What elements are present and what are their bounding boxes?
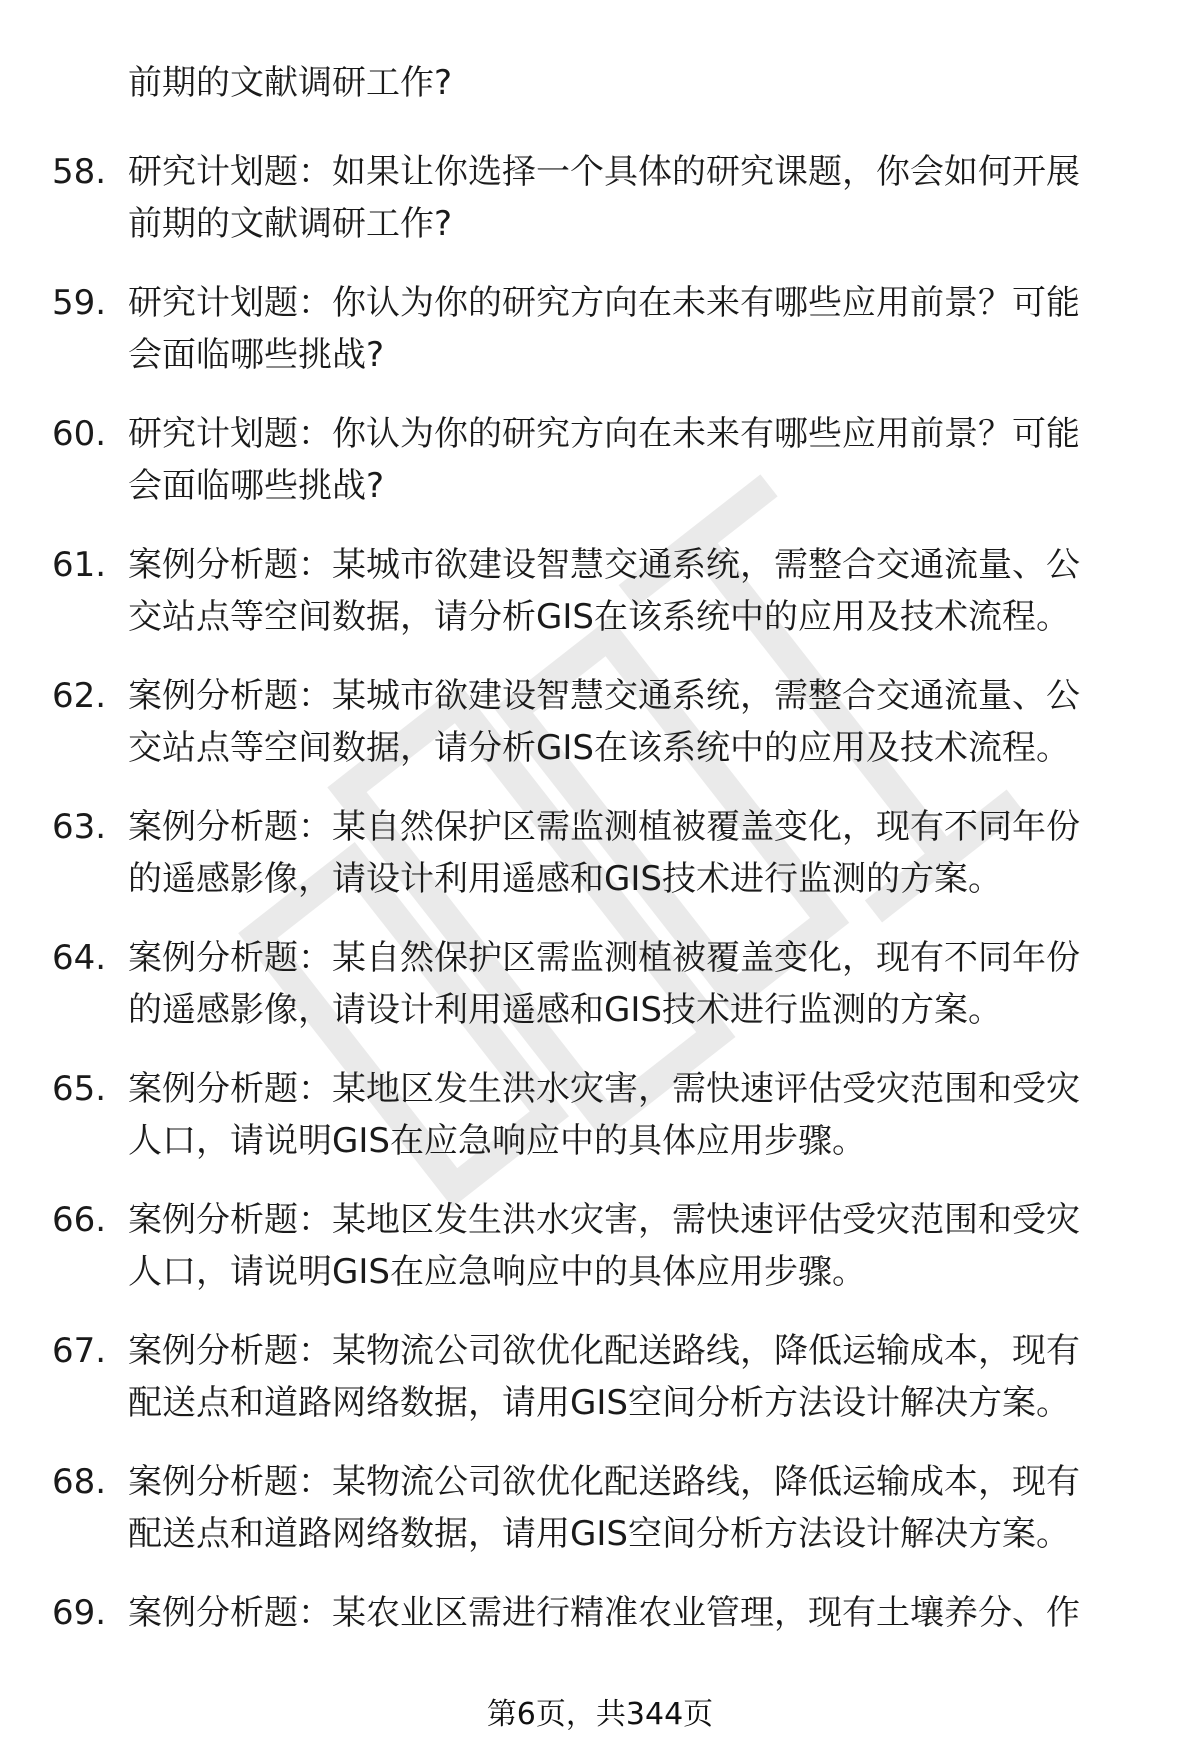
question-text — [128, 1325, 1148, 1429]
question-number: 67. — [52, 1331, 107, 1371]
question-item — [0, 146, 1200, 277]
question-item — [0, 1194, 1200, 1325]
question-number: 66. — [52, 1200, 107, 1240]
question-number: 62. — [52, 676, 107, 716]
question-line: 交站点等空间数据，请分析GIS在该系统中的应用及技术流程。 — [128, 728, 1070, 768]
question-line: 案例分析题：某自然保护区需监测植被覆盖变化，现有不同年份 — [128, 938, 1080, 978]
question-item — [0, 1456, 1200, 1587]
question-item — [0, 1063, 1200, 1194]
question-text — [128, 146, 1148, 250]
question-line: 配送点和道路网络数据，请用GIS空间分析方法设计解决方案。 — [128, 1514, 1070, 1554]
question-text — [128, 670, 1148, 774]
question-line: 的遥感影像，请设计利用遥感和GIS技术进行监测的方案。 — [128, 990, 1002, 1030]
question-line: 研究计划题：你认为你的研究方向在未来有哪些应用前景？可能 — [128, 283, 1080, 323]
question-line: 会面临哪些挑战? — [128, 335, 385, 375]
question-number: 68. — [52, 1462, 107, 1502]
question-line: 前期的文献调研工作? — [128, 204, 453, 244]
question-line: 案例分析题：某自然保护区需监测植被覆盖变化，现有不同年份 — [128, 807, 1080, 847]
question-number: 60. — [52, 414, 107, 454]
question-text — [128, 801, 1148, 905]
question-line: 案例分析题：某地区发生洪水灾害，需快速评估受灾范围和受灾 — [128, 1069, 1080, 1109]
question-line: 案例分析题：某物流公司欲优化配送路线，降低运输成本，现有 — [128, 1331, 1080, 1371]
question-number: 69. — [52, 1593, 107, 1633]
question-text — [128, 932, 1148, 1036]
question-line: 案例分析题：某城市欲建设智慧交通系统，需整合交通流量、公 — [128, 676, 1080, 716]
question-item — [0, 932, 1200, 1063]
question-text — [128, 1063, 1148, 1167]
question-text — [128, 1194, 1148, 1298]
question-item — [0, 408, 1200, 539]
question-item — [0, 539, 1200, 670]
question-line: 交站点等空间数据，请分析GIS在该系统中的应用及技术流程。 — [128, 597, 1070, 637]
question-line: 的遥感影像，请设计利用遥感和GIS技术进行监测的方案。 — [128, 859, 1002, 899]
question-number: 58. — [52, 152, 107, 192]
question-text — [128, 1456, 1148, 1560]
page-footer: 第6页，共344页 — [486, 1697, 714, 1732]
question-number: 61. — [52, 545, 107, 585]
question-line: 人口，请说明GIS在应急响应中的具体应用步骤。 — [128, 1121, 866, 1161]
question-number: 59. — [52, 283, 107, 323]
question-line: 研究计划题：如果让你选择一个具体的研究课题，你会如何开展 — [128, 152, 1080, 192]
question-list — [0, 146, 1200, 1718]
question-item — [0, 801, 1200, 932]
question-text — [128, 277, 1148, 381]
question-item — [0, 277, 1200, 408]
question-line: 人口，请说明GIS在应急响应中的具体应用步骤。 — [128, 1252, 866, 1292]
question-line: 案例分析题：某地区发生洪水灾害，需快速评估受灾范围和受灾 — [128, 1200, 1080, 1240]
question-item — [0, 1325, 1200, 1456]
question-text — [128, 408, 1148, 512]
question-line: 案例分析题：某农业区需进行精准农业管理，现有土壤养分、作 — [128, 1593, 1080, 1633]
question-item — [0, 670, 1200, 801]
question-number: 64. — [52, 938, 107, 978]
continued-question-text: 前期的文献调研工作? — [128, 63, 453, 103]
question-line: 研究计划题：你认为你的研究方向在未来有哪些应用前景？可能 — [128, 414, 1080, 454]
question-line: 案例分析题：某城市欲建设智慧交通系统，需整合交通流量、公 — [128, 545, 1080, 585]
question-line: 配送点和道路网络数据，请用GIS空间分析方法设计解决方案。 — [128, 1383, 1070, 1423]
question-line: 案例分析题：某物流公司欲优化配送路线，降低运输成本，现有 — [128, 1462, 1080, 1502]
question-text — [128, 1587, 1148, 1639]
question-number: 63. — [52, 807, 107, 847]
question-number: 65. — [52, 1069, 107, 1109]
question-line: 会面临哪些挑战? — [128, 466, 385, 506]
question-text — [128, 539, 1148, 643]
